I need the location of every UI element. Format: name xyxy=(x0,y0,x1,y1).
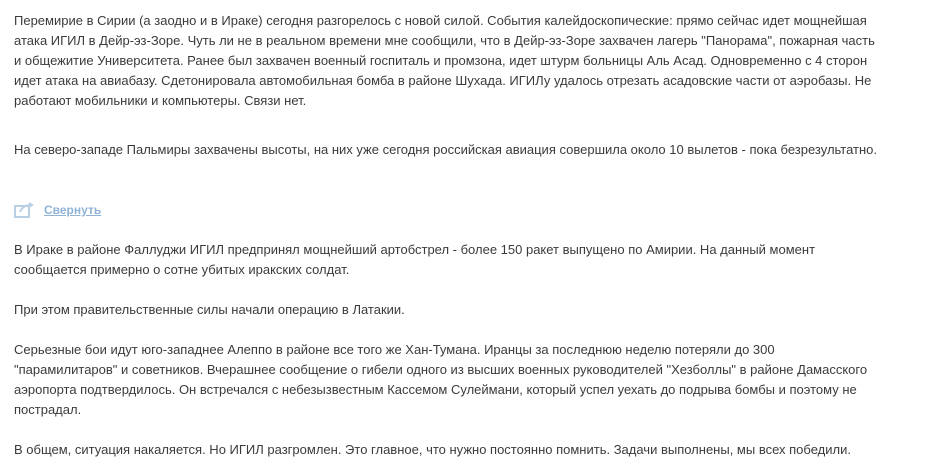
post-paragraph-4: При этом правительственные силы начали операцию в Латакии. xyxy=(14,302,405,317)
post-paragraph-3-line-1: В Ираке в районе Фаллуджи ИГИЛ предпринял мощнейший артобстрел - более 150 ракет выпущено по Амирии. На данный момент xyxy=(14,242,816,257)
post-paragraph-1-line-5: работают мобильники и компьютеры. Связи нет. xyxy=(14,93,307,108)
post-paragraph-1-line-1: Перемирие в Сирии (а заодно и в Ираке) сегодня разгорелось с новой силой. События калейдоскопические: прямо сейчас идет мощнейшая xyxy=(14,13,867,28)
post-paragraph-5-line-1: Серьезные бои идут юго-западнее Алеппо в районе все того же Хан-Тумана. Иранцы за последнюю неделю потеряли до 300 xyxy=(14,342,775,357)
collapse-arrow-icon xyxy=(14,201,36,219)
collapse-button[interactable] xyxy=(14,200,101,220)
post-paragraph-5-line-3: аэропорта подтвердилось. Он встречался с небезызвестным Кассемом Сулеймани, который успел уехать до подрыва бомбы и поэтому не xyxy=(14,382,857,397)
post-paragraph-3-line-2: сообщается примерно о сотне убитых иракских солдат. xyxy=(14,262,350,277)
collapse-link[interactable]: Свернуть xyxy=(44,203,102,217)
post-paragraph-1-line-2: атака ИГИЛ в Дейр-эз-Зоре. Чуть ли не в реальном времени мне сообщили, что в Дейр-эз-Зоре захвачен лагерь "Панорама", пожарная часть xyxy=(14,33,875,48)
post-paragraph-6: В общем, ситуация накаляется. Но ИГИЛ разгромлен. Это главное, что нужно постоянно помнить. Задачи выполнены, мы всех победили. xyxy=(14,442,851,457)
post-paragraph-1-line-4: идет атака на авиабазу. Сдетонировала автомобильная бомба в районе Шухада. ИГИЛу удалось отрезать асадовские части от аэробазы. Не xyxy=(14,73,872,88)
post-paragraph-2: На северо-западе Пальмиры захвачены высоты, на них уже сегодня российская авиация совершила около 10 вылетов - пока безрезультатно. xyxy=(14,142,878,157)
post-paragraph-1-line-3: и общежитие Университета. Ранее был захвачен военный госпиталь и промзона, идет штурм больницы Аль Асад. Одновременно с 4 сторон xyxy=(14,53,868,68)
post-paragraph-5-line-2: "парамилитаров" и советников. Вчерашнее сообщение о гибели одного из высших военных руководителей "Хезболлы" в районе Дамасского xyxy=(14,362,868,377)
post-paragraph-5-line-4: пострадал. xyxy=(14,402,82,417)
